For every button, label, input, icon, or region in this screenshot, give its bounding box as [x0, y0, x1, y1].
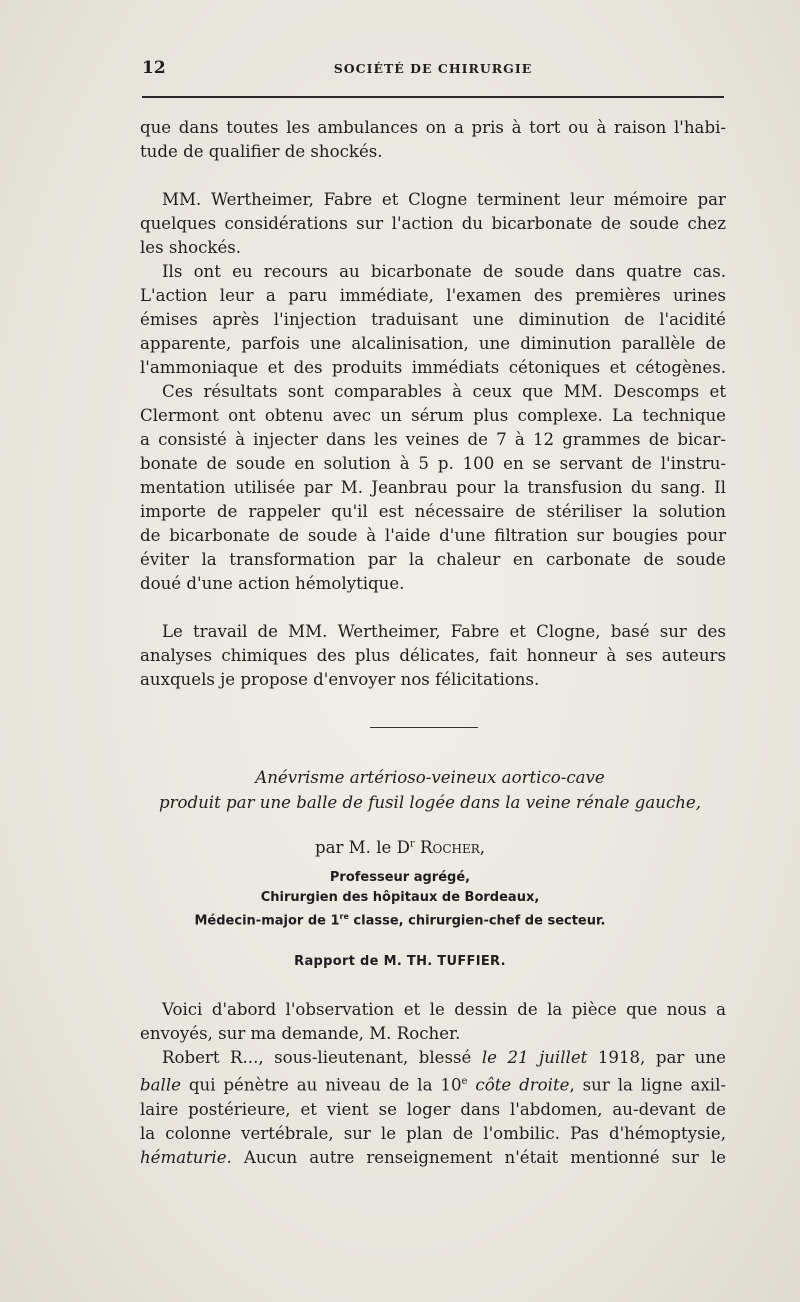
text-span: 1918, par une — [587, 1048, 726, 1067]
page-number: 12 — [142, 58, 166, 78]
text-line: importe de rappeler qu'il est nécessaire de stériliser la solution — [140, 502, 726, 521]
italic-date: le 21 juillet — [481, 1048, 588, 1067]
article-title-line-2: produit par une balle de fusil logée dans la veine rénale gauche, — [158, 793, 702, 812]
author-credential-1: Professeur agrégé, — [329, 870, 471, 885]
text-line: quelques considérations sur l'action du bicarbonate de soude chez — [140, 214, 726, 233]
author-credential-3 — [0, 907, 800, 931]
text-line: Clermont ont obtenu avec un sérum plus complexe. La technique — [140, 406, 726, 425]
text-span: Aucun autre renseignement n'était mentionné sur le — [231, 1147, 726, 1167]
author-prefix: par M. le D — [314, 838, 410, 857]
report-paragraph-2 — [140, 1046, 726, 1170]
text-line: les shockés. — [140, 238, 242, 257]
italic-phrase: côte droite — [475, 1075, 570, 1095]
author-prefix-sup: r — [409, 838, 415, 850]
text-line: Le travail de MM. Wertheimer, Fabre et Clogne, basé sur des — [162, 622, 726, 641]
text-line: apparente, parfois une alcalinisation, une diminution parallèle de — [140, 334, 726, 353]
text-line: que dans toutes les ambulances on a pris à tort ou à raison l'habi- — [140, 118, 726, 137]
text-line: doué d'une action hémolytique. — [140, 574, 405, 593]
credential-3-b: classe, chirurgien-chef de secteur. — [348, 913, 606, 929]
text-line: MM. Wertheimer, Fabre et Clogne terminent leur mémoire par — [162, 190, 726, 209]
text-line — [140, 1046, 726, 1070]
italic-word: hématurie. — [140, 1147, 232, 1167]
author-name: Rocher, — [419, 838, 486, 857]
text-span: Robert R..., sous-lieutenant, blessé — [162, 1048, 482, 1067]
page-header — [142, 58, 724, 84]
text-line: Voici d'abord l'observation et le dessin de la pièce que nous a — [162, 1000, 726, 1019]
text-line: envoyés, sur ma demande, M. Rocher. — [140, 1024, 461, 1043]
text-span: qui pénètre au niveau de la 10 — [180, 1075, 462, 1095]
text-line: mentation utilisée par M. Jeanbrau pour la transfusion du sang. Il — [140, 478, 726, 497]
text-line: bonate de soude en solution à 5 p. 100 en se servant de l'instru- — [140, 454, 726, 473]
paragraph-2 — [140, 188, 726, 260]
text-line: L'action leur a paru immédiate, l'examen des premières urines — [140, 286, 726, 305]
text-line: a consisté à injecter dans les veines de 7 à 12 grammes de bicar- — [140, 430, 726, 449]
header-rule — [142, 96, 724, 98]
paragraph-1 — [140, 116, 726, 164]
text-span: , sur la ligne axil- — [569, 1075, 726, 1095]
report-heading: Rapport de M. TH. TUFFIER. — [294, 954, 506, 969]
text-line: laire postérieure, et vient se loger dans l'abdomen, au-devant de — [140, 1099, 726, 1119]
credential-3-sup: re — [339, 912, 349, 921]
ordinal-sup: e — [461, 1076, 468, 1087]
article-author — [0, 838, 800, 857]
text-line — [140, 1070, 726, 1098]
report-paragraph-1 — [140, 998, 726, 1046]
section-separator — [370, 727, 478, 728]
text-line: Ces résultats sont comparables à ceux que MM. Descomps et — [162, 382, 726, 401]
paragraph-3 — [140, 260, 726, 380]
text-line: émises après l'injection traduisant une diminution de l'acidité — [140, 310, 726, 329]
text-line: de bicarbonate de soude à l'aide d'une filtration sur bougies pour — [140, 526, 726, 545]
text-line: tude de qualifier de shockés. — [140, 142, 383, 161]
paragraph-4 — [140, 380, 726, 596]
text-line: analyses chimiques des plus délicates, fait honneur à ses auteurs — [140, 646, 726, 665]
text-line — [140, 1146, 726, 1170]
text-line: éviter la transformation par la chaleur en carbonate de soude — [140, 550, 726, 569]
article-title-line-1: Anévrisme artérioso-veineux aortico-cave — [255, 768, 605, 787]
text-line: la colonne vertébrale, sur le plan de l'ombilic. Pas d'hémoptysie, — [140, 1123, 726, 1143]
italic-word: balle — [140, 1075, 181, 1095]
author-credential-2: Chirurgien des hôpitaux de Bordeaux, — [260, 890, 540, 905]
text-line: auxquels je propose d'envoyer nos félicitations. — [140, 670, 540, 689]
running-head: SOCIÉTÉ DE CHIRURGIE — [333, 61, 533, 76]
text-line: Ils ont eu recours au bicarbonate de soude dans quatre cas. — [162, 262, 726, 281]
text-line: l'ammoniaque et des produits immédiats cétoniques et cétogènes. — [140, 358, 726, 377]
credential-3-a: Médecin-major de 1 — [194, 913, 340, 929]
paragraph-5 — [140, 620, 726, 692]
